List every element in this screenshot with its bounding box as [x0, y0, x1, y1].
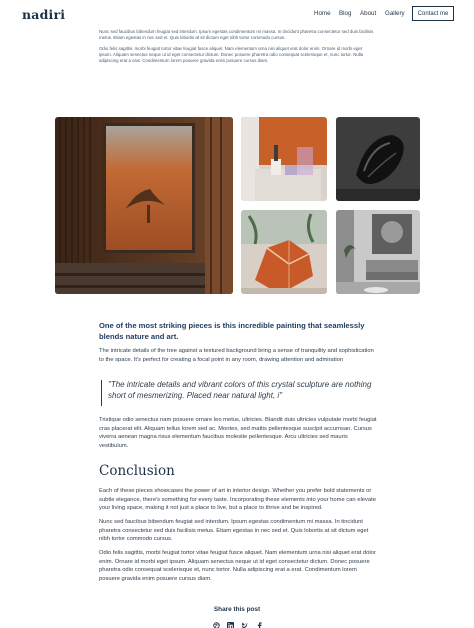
gallery-image-painting[interactable]: [55, 117, 233, 294]
gallery-image-living-room[interactable]: [336, 210, 420, 294]
pull-quote: "The intricate details and vibrant colors of this crystal sculpture are nothing short of mesmerizing. Placed near natural light, i": [101, 380, 377, 406]
contact-button[interactable]: Contact me: [412, 6, 454, 21]
nav-gallery[interactable]: Gallery: [385, 10, 405, 17]
linkedin-icon[interactable]: [226, 622, 234, 628]
article-heading: One of the most striking pieces is this incredible painting that seamlessly blends nature and art.: [99, 321, 365, 341]
conclusion-paragraph-2: Nunc sed faucibus bibendum feugiat sed interdum. Ipsum egestas condimentum mi massa. In tincidunt pharetra consectetur sed duis facilisis metus. Etiam egestas in nec sed et. Quis lobortis at sit dictum eget nibh tortor commodo cursus.: [99, 519, 369, 543]
conclusion-paragraph-1: Each of these pieces showcases the power of art in interior design. Whether you prefer bold statements or subtle elegance, there's something for every taste. Incorporating these elements into your home can elevate your living space, making it not just a place to live, but a place to thrive and be inspired.: [99, 488, 376, 512]
conclusion-title: Conclusion: [99, 463, 175, 479]
gallery-image-crystal-sculpture[interactable]: [241, 210, 327, 294]
intro-paragraph-1: Nunc sed faucibus bibendum feugiat sed interdum. Ipsum egestas condimentum mi massa. In tincidunt pharetra consectetur sed duis facilisis metus. Etiam egestas in nec sed et. Quis lobortis at sit dictum eget nibh tortor commodo cursus.: [99, 29, 374, 41]
twitter-icon[interactable]: [240, 622, 248, 628]
share-title: Share this post: [213, 606, 261, 613]
nav-about[interactable]: About: [360, 10, 377, 17]
facebook-icon[interactable]: [255, 622, 263, 628]
gallery-image-black-sculpture[interactable]: [336, 117, 420, 201]
site-header: [0, 0, 474, 28]
article-paragraph-1: The intricate details of the tree against a textured background bring a sense of tranquility and sophistication to the space. It's perfect for creating a focal point in any room, drawing attention and admiration: [99, 348, 374, 363]
dribbble-icon[interactable]: [212, 622, 220, 628]
gallery-image-vase[interactable]: [241, 117, 327, 201]
nav-home[interactable]: Home: [314, 10, 331, 17]
conclusion-paragraph-3: Odio felis sagittis, morbi feugiat tortor vitae feugiat fusce aliquet. Nam elementum urna nisi aliquet erat dolor enim. Ornare id morbi eget ipsum. Aliquam senectus neque ut id eget consectetur dictum. Donec posuere pharetra odio consequat scelerisque et, nunc tortor. Nulla adipiscing erat a erat. Condimentum lorem posuere gravida enim posuere cursus diam.: [99, 550, 376, 582]
intro-paragraph-2: Odio felis sagittis, morbi feugiat tortor vitae feugiat fusce aliquet. Nam elementum urna nisi aliquet erat dolor enim. Ornare id morbi eget ipsum. Aliquam senectus neque ut id eget consectetur dictum. Donec posuere pharetra odio consequat scelerisque et, nunc tortor. Nulla adipiscing erat a erat. Condimentum lorem posuere gravida enim posuere cursus diam.: [99, 46, 364, 64]
article-paragraph-2: Tristique odio senectus nam posuere ornare leo metus, ultricies. Blandit duis ultricies vulputate morbi feugiat cras placerat elit. Aliquam tellus lorem sed ac. Montes, sed mattis pellentesque suscipit accumsan. Cursus viverra aenean magna risus elementum faucibus molestie pellentesque. Arcu ultricies sed mauris vestibulum.: [99, 417, 377, 449]
nav-blog[interactable]: Blog: [339, 10, 352, 17]
site-logo[interactable]: nadiri: [22, 7, 66, 22]
